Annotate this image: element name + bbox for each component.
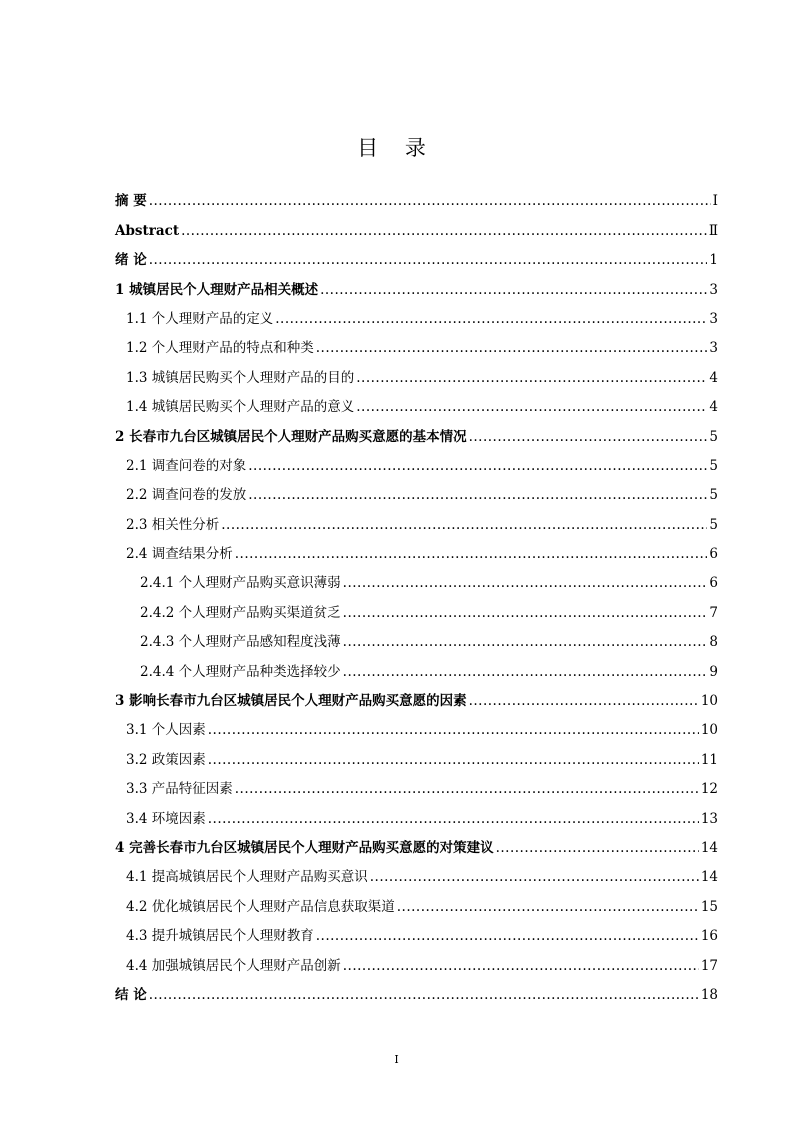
toc-entry-page: 9 <box>709 663 718 680</box>
toc-leader-dots <box>235 546 708 562</box>
toc-entry-label: 1 城镇居民个人理财产品相关概述 <box>115 281 319 298</box>
toc-leader-dots <box>343 634 708 650</box>
toc-entry-page: 6 <box>709 546 718 563</box>
toc-entry-label: 3.1 个人因素 <box>126 722 206 739</box>
toc-entry[interactable] <box>115 885 718 914</box>
toc-entry-page: 5 <box>709 516 718 533</box>
toc-leader-dots <box>316 928 699 944</box>
toc-entry[interactable] <box>115 680 718 709</box>
toc-entry-page: I <box>712 193 718 210</box>
toc-entry[interactable] <box>115 621 718 650</box>
toc-entry[interactable] <box>115 327 718 356</box>
toc-entry[interactable] <box>115 209 718 238</box>
toc-entry[interactable] <box>115 445 718 474</box>
toc-entry[interactable] <box>115 650 718 679</box>
toc-leader-dots <box>343 605 708 621</box>
toc-leader-dots <box>343 575 708 591</box>
toc-entry-label: 3.3 产品特征因素 <box>126 781 233 798</box>
toc-entry-page: 4 <box>709 399 718 416</box>
toc-entry-page: 4 <box>709 369 718 386</box>
toc-leader-dots <box>248 487 707 503</box>
toc-entry-page: 5 <box>709 457 718 474</box>
toc-leader-dots <box>370 869 699 885</box>
toc-entry-label: 2.2 调查问卷的发放 <box>126 487 247 504</box>
toc-entry-label: 绪 论 <box>115 252 147 269</box>
toc-leader-dots <box>275 311 707 327</box>
toc-entry-page: 5 <box>709 487 718 504</box>
toc-entry-page: 16 <box>700 928 718 945</box>
toc-entry-label: Abstract <box>115 222 180 239</box>
toc-entry-label: 摘 要 <box>115 193 147 210</box>
table-of-contents <box>115 180 718 1003</box>
toc-entry-page: 10 <box>700 722 718 739</box>
toc-entry-label: 2.3 相关性分析 <box>126 516 220 533</box>
toc-entry[interactable] <box>115 827 718 856</box>
toc-entry-page: 13 <box>700 810 718 827</box>
toc-entry-label: 4.2 优化城镇居民个人理财产品信息获取渠道 <box>126 898 395 915</box>
toc-entry[interactable] <box>115 386 718 415</box>
toc-entry-page: 17 <box>700 957 718 974</box>
toc-entry-page: 18 <box>700 986 718 1003</box>
toc-entry-label: 结 论 <box>115 986 147 1003</box>
toc-leader-dots <box>316 340 708 356</box>
toc-entry-page: 14 <box>700 869 718 886</box>
toc-entry-page: 10 <box>700 693 718 710</box>
toc-entry-page: 3 <box>709 281 718 298</box>
toc-leader-dots <box>469 693 699 709</box>
toc-leader-dots <box>496 840 699 856</box>
toc-entry[interactable] <box>115 562 718 591</box>
toc-entry-label: 2.1 调查问卷的对象 <box>126 457 247 474</box>
toc-entry-label: 2 长春市九台区城镇居民个人理财产品购买意愿的基本情况 <box>115 428 467 445</box>
toc-leader-dots <box>248 458 707 474</box>
toc-entry[interactable] <box>115 533 718 562</box>
toc-entry-page: 6 <box>709 575 718 592</box>
toc-entry[interactable] <box>115 356 718 385</box>
toc-leader-dots <box>469 429 708 445</box>
toc-entry-label: 1.3 城镇居民购买个人理财产品的目的 <box>126 369 355 386</box>
toc-entry-label: 4.3 提升城镇居民个人理财教育 <box>126 928 314 945</box>
toc-leader-dots <box>343 664 708 680</box>
toc-entry[interactable] <box>115 738 718 767</box>
toc-entry-label: 3 影响长春市九台区城镇居民个人理财产品购买意愿的因素 <box>115 693 467 710</box>
toc-entry[interactable] <box>115 474 718 503</box>
toc-leader-dots <box>149 193 711 209</box>
toc-entry-label: 1.1 个人理财产品的定义 <box>126 310 274 327</box>
toc-leader-dots <box>343 958 699 974</box>
toc-leader-dots <box>149 252 708 268</box>
toc-entry-label: 1.4 城镇居民购买个人理财产品的意义 <box>126 399 355 416</box>
toc-entry-page: 12 <box>700 781 718 798</box>
toc-entry[interactable] <box>115 709 718 738</box>
toc-entry-label: 2.4.2 个人理财产品购买渠道贫乏 <box>140 604 341 621</box>
toc-entry-page: 14 <box>700 839 718 856</box>
toc-entry[interactable] <box>115 856 718 885</box>
toc-entry[interactable] <box>115 591 718 620</box>
toc-entry-page: 3 <box>709 310 718 327</box>
toc-entry-page: 7 <box>709 604 718 621</box>
toc-leader-dots <box>208 811 699 827</box>
toc-leader-dots <box>356 399 707 415</box>
toc-entry-label: 2.4.4 个人理财产品种类选择较少 <box>140 663 341 680</box>
toc-entry-page: 11 <box>700 751 718 768</box>
toc-entry-page: 15 <box>700 898 718 915</box>
toc-entry[interactable] <box>115 298 718 327</box>
toc-entry-label: 3.4 环境因素 <box>126 810 206 827</box>
toc-leader-dots <box>181 223 707 239</box>
toc-entry[interactable] <box>115 268 718 297</box>
toc-entry-page: 5 <box>709 428 718 445</box>
toc-entry[interactable] <box>115 768 718 797</box>
toc-entry[interactable] <box>115 180 718 209</box>
toc-entry[interactable] <box>115 974 718 1003</box>
toc-entry[interactable] <box>115 503 718 532</box>
toc-leader-dots <box>208 722 699 738</box>
toc-entry-label: 3.2 政策因素 <box>126 751 206 768</box>
toc-leader-dots <box>221 517 707 533</box>
toc-entry-page: 3 <box>709 340 718 357</box>
toc-entry-label: 2.4.3 个人理财产品感知程度浅薄 <box>140 634 341 651</box>
toc-leader-dots <box>397 899 699 915</box>
toc-entry[interactable] <box>115 944 718 973</box>
toc-entry-page: 8 <box>709 634 718 651</box>
toc-entry-page: Ⅱ <box>708 222 718 239</box>
toc-leader-dots <box>235 781 699 797</box>
page-number-footer: I <box>394 1053 399 1066</box>
toc-entry-label: 2.4 调查结果分析 <box>126 546 233 563</box>
toc-entry-label: 4 完善长春市九台区城镇居民个人理财产品购买意愿的对策建议 <box>115 839 494 856</box>
toc-entry-page: 1 <box>709 252 718 269</box>
toc-entry-label: 2.4.1 个人理财产品购买意识薄弱 <box>140 575 341 592</box>
toc-leader-dots <box>149 987 699 1003</box>
toc-leader-dots <box>320 282 707 298</box>
toc-entry-label: 4.4 加强城镇居民个人理财产品创新 <box>126 957 341 974</box>
page-title: 目 录 <box>357 136 436 160</box>
toc-entry[interactable] <box>115 915 718 944</box>
toc-leader-dots <box>356 370 707 386</box>
toc-leader-dots <box>208 752 699 768</box>
toc-entry[interactable] <box>115 797 718 826</box>
toc-entry[interactable] <box>115 415 718 444</box>
toc-entry-label: 1.2 个人理财产品的特点和种类 <box>126 340 314 357</box>
toc-entry-label: 4.1 提高城镇居民个人理财产品购买意识 <box>126 869 368 886</box>
toc-entry[interactable] <box>115 239 718 268</box>
